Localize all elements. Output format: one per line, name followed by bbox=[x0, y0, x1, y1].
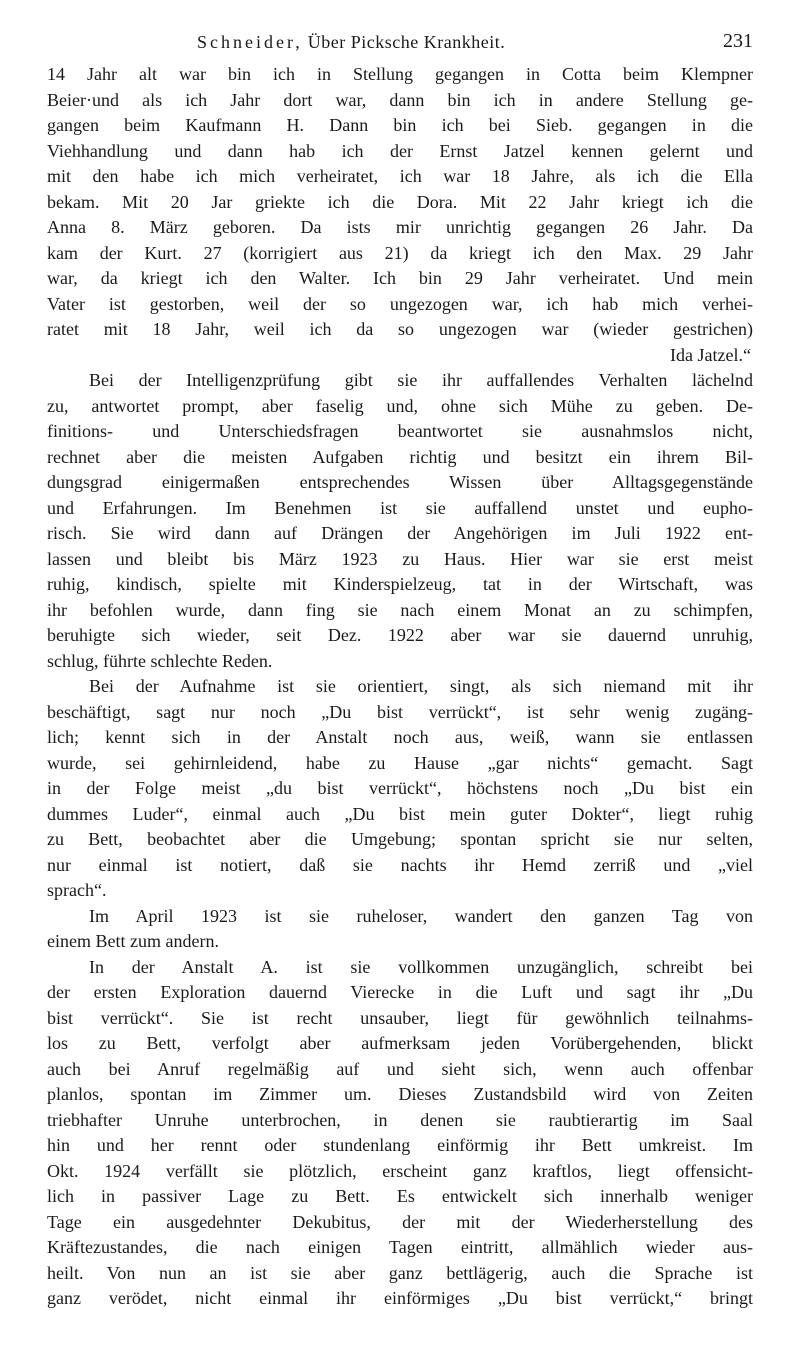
text-line: der ersten Exploration dauernd Vierecke in die Luft und sagt ihr „Du bbox=[47, 982, 753, 1002]
text-line: zu, antwortet prompt, aber faselig und, ohne sich Mühe zu geben. De- bbox=[47, 395, 753, 416]
text-line: dummes Luder“, einmal auch „Du bist mein guter Dokter“, liegt ruhig bbox=[47, 803, 753, 824]
text-line: Tage ein ausgedehnter Dekubitus, der mit der Wiederherstellung des bbox=[47, 1211, 753, 1232]
text-line: heilt. Von nun an ist sie aber ganz bettlägerig, auch die Sprache ist bbox=[47, 1262, 753, 1283]
text-line: in der Folge meist „du bist verrückt“, höchstens noch „Du bist ein bbox=[47, 778, 753, 798]
text-line: bist verrückt“. Sie ist recht unsauber, liegt für gewöhnlich teilnahms- bbox=[47, 1007, 753, 1028]
text-line: Im April 1923 ist sie ruheloser, wandert den ganzen Tag von bbox=[89, 905, 753, 926]
text-line: Bei der Aufnahme ist sie orientiert, singt, als sich niemand mit ihr bbox=[89, 676, 753, 696]
body-text bbox=[47, 62, 753, 1312]
text-line: hin und her rennt oder stundenlang einförmig ihr Bett umkreist. Im bbox=[47, 1135, 753, 1155]
text-line: Anna 8. März geboren. Da ists mir unrichtig gegangen 26 Jahr. Da bbox=[47, 217, 753, 237]
text-line: war, da kriegt ich den Walter. Ich bin 29 Jahr verheiratet. Und mein bbox=[47, 268, 753, 288]
text-line: In der Anstalt A. ist sie vollkommen unzugänglich, schreibt bei bbox=[89, 956, 753, 977]
text-line: beschäftigt, sagt nur noch „Du bist verrückt“, ist sehr wenig zugäng- bbox=[47, 701, 753, 722]
text-line: dungsgrad einigermaßen entsprechendes Wissen über Alltagsgegenstände bbox=[47, 472, 753, 492]
text-line: nur einmal ist notiert, daß sie nachts ihr Hemd zerriß und „viel bbox=[47, 854, 753, 875]
text-line: Ida Jatzel.“ bbox=[670, 344, 751, 365]
text-line: Beier·und als ich Jahr dort war, dann bin ich in andere Stellung ge- bbox=[47, 89, 753, 110]
text-line: ratet mit 18 Jahr, weil ich da so ungezogen war (wieder gestrichen) bbox=[47, 319, 753, 339]
text-line: sprach“. bbox=[47, 880, 107, 900]
text-line: Vater ist gestorben, weil der so ungezogen war, ich hab mich verhei- bbox=[47, 293, 753, 314]
text-line: zu Bett, beobachtet aber die Umgebung; spontan spricht sie nur selten, bbox=[47, 829, 753, 849]
text-line: beruhigte sich wieder, seit Dez. 1922 aber war sie dauernd unruhig, bbox=[47, 625, 753, 645]
text-line: lassen und bleibt bis März 1923 zu Haus. Hier war sie erst meist bbox=[47, 548, 753, 569]
text-line: einem Bett zum andern. bbox=[47, 931, 219, 951]
book-page bbox=[47, 28, 753, 1312]
text-line: ruhig, kindisch, spielte mit Kinderspielzeug, tat in der Wirtschaft, was bbox=[47, 574, 753, 594]
author-name: Schneider, bbox=[197, 32, 303, 52]
page-number: 231 bbox=[723, 30, 753, 52]
text-line: Kräftezustandes, die nach einigen Tagen eintritt, allmählich wieder aus- bbox=[47, 1237, 753, 1257]
text-line: kam der Kurt. 27 (korrigiert aus 21) da kriegt ich den Max. 29 Jahr bbox=[47, 242, 753, 263]
text-line: rechnet aber die meisten Aufgaben richtig und besitzt ein ihrem Bil- bbox=[47, 446, 753, 467]
text-line: bekam. Mit 20 Jar griekte ich die Dora. Mit 22 Jahr kriegt ich die bbox=[47, 191, 753, 212]
text-line: gangen beim Kaufmann H. Dann bin ich bei Sieb. gegangen in die bbox=[47, 115, 753, 135]
text-line: auch bei Anruf regelmäßig auf und sieht sich, wenn auch offenbar bbox=[47, 1058, 753, 1079]
text-line: triebhafter Unruhe unterbrochen, in denen sie raubtierartig im Saal bbox=[47, 1109, 753, 1130]
text-line: Bei der Intelligenzprüfung gibt sie ihr auffallendes Verhalten lächelnd bbox=[89, 370, 753, 390]
text-line: Viehhandlung und dann hab ich der Ernst Jatzel kennen gelernt und bbox=[47, 140, 753, 161]
text-line: 14 Jahr alt war bin ich in Stellung gegangen in Cotta beim Klempner bbox=[47, 64, 753, 84]
text-line: ihr befohlen wurde, dann fing sie nach einem Monat an zu schimpfen, bbox=[47, 599, 753, 620]
running-head bbox=[47, 28, 753, 62]
text-line: mit den habe ich mich verheiratet, ich war 18 Jahre, als ich die Ella bbox=[47, 166, 753, 186]
text-line: und Erfahrungen. Im Benehmen ist sie auffallend unstet und eupho- bbox=[47, 497, 753, 518]
article-title: Über Picksche Krankheit. bbox=[307, 32, 506, 52]
text-line: risch. Sie wird dann auf Drängen der Angehörigen im Juli 1922 ent- bbox=[47, 523, 753, 543]
text-line: lich in passiver Lage zu Bett. Es entwickelt sich innerhalb weniger bbox=[47, 1186, 753, 1206]
text-line: planlos, spontan im Zimmer um. Dieses Zustandsbild wird von Zeiten bbox=[47, 1084, 753, 1104]
text-line: schlug, führte schlechte Reden. bbox=[47, 650, 273, 671]
text-line: Okt. 1924 verfällt sie plötzlich, erscheint ganz kraftlos, liegt offensicht- bbox=[47, 1160, 753, 1181]
text-line: finitions- und Unterschiedsfragen beantwortet sie ausnahmslos nicht, bbox=[47, 421, 753, 441]
text-line: lich; kennt sich in der Anstalt noch aus, weiß, wann sie entlassen bbox=[47, 727, 753, 747]
text-line: wurde, sei gehirnleidend, habe zu Hause „gar nichts“ gemacht. Sagt bbox=[47, 752, 753, 773]
running-title bbox=[197, 32, 505, 53]
text-line: ganz verödet, nicht einmal ihr einförmiges „Du bist verrückt,“ bringt bbox=[47, 1288, 753, 1308]
text-line: los zu Bett, verfolgt aber aufmerksam jeden Vorübergehenden, blickt bbox=[47, 1033, 753, 1053]
